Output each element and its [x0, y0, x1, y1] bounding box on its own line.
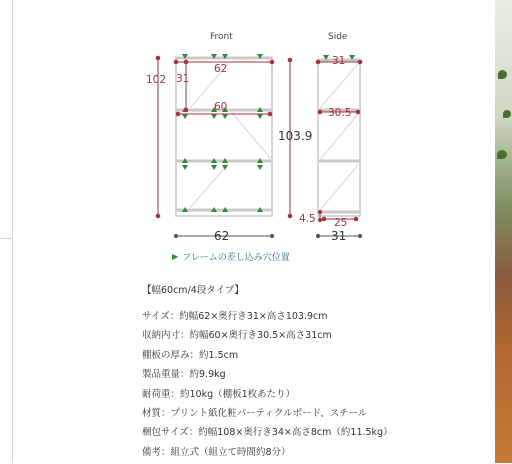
side-brace: [320, 114, 358, 160]
front-top-width-value: 62: [214, 63, 228, 75]
dimension-drawing: [130, 20, 500, 270]
dim-end: [318, 110, 322, 114]
side-brace: [320, 165, 358, 210]
caption-text: フレームの差し込み穴位置: [182, 253, 290, 263]
insert-marker: [211, 114, 217, 119]
insert-marker: [257, 114, 263, 119]
insert-marker: [182, 114, 188, 119]
spec-row-shelf-thickness: 棚板の厚み：約1.5cm: [142, 349, 239, 361]
dim-end: [156, 56, 160, 60]
insert-marker: [182, 165, 188, 170]
front-frame: [176, 58, 272, 216]
side-total-height-value: 103.9: [278, 129, 313, 143]
front-brace: [228, 108, 272, 160]
panel-divider: [0, 238, 12, 464]
spec-list: [142, 282, 393, 463]
front-view-label: Front: [210, 32, 233, 42]
dim-end: [268, 112, 272, 116]
dimension-diagram: [130, 20, 500, 270]
side-frame: [318, 60, 360, 216]
front-brace: [190, 164, 228, 208]
dim-end: [184, 108, 188, 112]
front-view: [156, 54, 274, 238]
spec-row-load-capacity: 耐荷重：約10kg（棚板1枚あたり）: [142, 388, 296, 400]
dim-end: [322, 217, 326, 221]
dim-end: [270, 60, 274, 64]
dim-end: [316, 60, 320, 64]
insert-marker: [222, 114, 228, 119]
dim-end: [318, 218, 321, 221]
side-view-label: Side: [328, 32, 348, 42]
spec-row-size: サイズ：約幅62×奥行き31×高さ103.9cm: [142, 311, 328, 322]
side-bottom-depth-value: 25: [334, 217, 348, 229]
dim-end: [316, 234, 319, 237]
dim-end: [176, 112, 180, 116]
side-top-depth-value: 31: [332, 55, 346, 67]
triangle-right-icon: ▶: [172, 252, 179, 261]
side-foot-height-value: 4.5: [299, 213, 316, 225]
left-panel-border: [0, 0, 13, 463]
spec-heading: 【幅60cm/4段タイプ】: [142, 285, 244, 296]
dim-end: [358, 234, 361, 237]
insertion-hole-caption: [172, 250, 290, 263]
dim-end: [354, 217, 358, 221]
insert-marker: [211, 165, 217, 170]
spec-row-weight: 製品重量：約9.9kg: [142, 369, 226, 381]
side-bottom-total-value: 31: [331, 229, 347, 243]
dim-end: [288, 214, 292, 218]
dim-end: [270, 234, 273, 237]
dim-end: [356, 110, 360, 114]
dim-end: [358, 60, 362, 64]
front-total-height-value: 102: [146, 74, 167, 86]
insert-marker: [257, 165, 263, 170]
front-markers: [182, 54, 263, 212]
spec-row-package-size: 梱包サイズ：約幅108×奥行き34×高さ8cm（約11.5kg）: [142, 427, 393, 439]
side-view: [288, 55, 362, 238]
plant-leaf: [503, 110, 511, 118]
spec-row-notes: 備考：組立式（組立て時間約8分）: [142, 446, 291, 458]
side-inner-depth-value: 30.5: [328, 107, 352, 119]
front-inner-width-value: 60: [214, 101, 228, 113]
dim-end: [318, 210, 321, 213]
dim-end: [174, 234, 177, 237]
dim-end: [156, 214, 160, 218]
spec-row-material: 材質：プリント紙化粧パーティクルボード、スチール: [142, 407, 368, 419]
side-brace: [320, 64, 358, 108]
front-bottom-width-value: 62: [214, 229, 230, 243]
dim-end: [174, 60, 178, 64]
front-shelf-height-value: 31: [176, 73, 190, 85]
dim-end: [288, 58, 292, 62]
spec-row-inner-size: 収納内寸：約幅60×奥行き30.5×高さ31cm: [142, 330, 332, 342]
